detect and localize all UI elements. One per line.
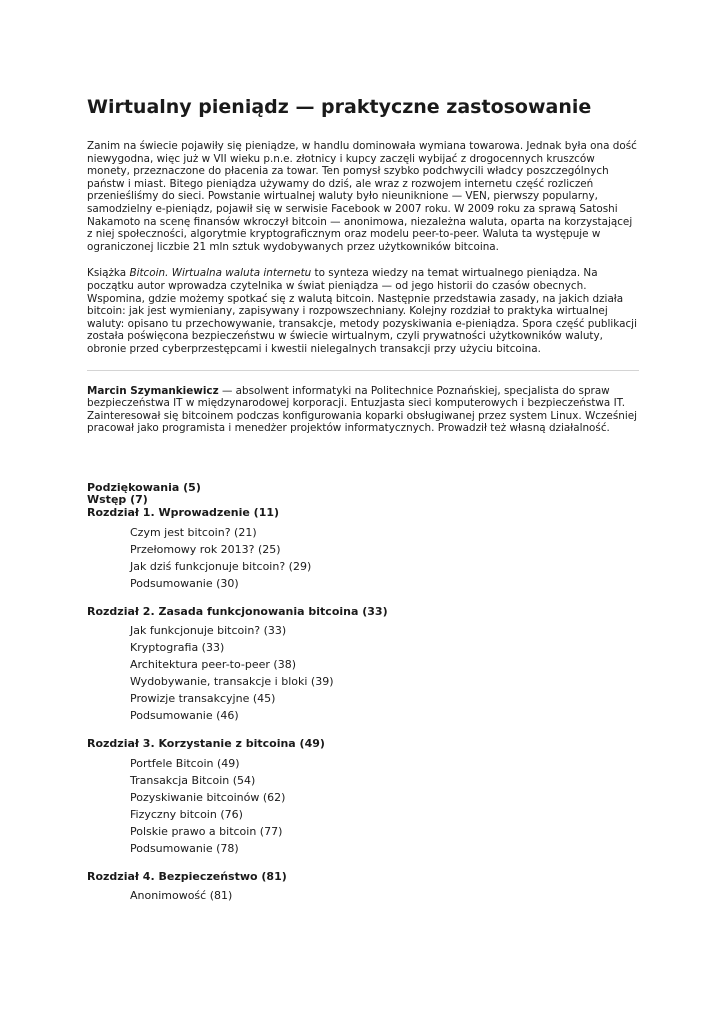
toc-chapter-title: Rozdział 2. Zasada funkcjonowania bitcoina (33) bbox=[87, 604, 388, 618]
toc-section-item: Podsumowanie (78) bbox=[130, 841, 239, 855]
toc-section-item: Przełomowy rok 2013? (25) bbox=[130, 542, 281, 556]
author-bio bbox=[87, 385, 639, 435]
document-page bbox=[87, 96, 639, 918]
toc-chapter bbox=[87, 871, 639, 905]
toc-front-item: Podziękowania (5) bbox=[87, 480, 201, 494]
toc-section-item: Podsumowanie (46) bbox=[130, 709, 239, 723]
toc-section-list bbox=[87, 887, 639, 904]
toc-section-item: Transakcja Bitcoin (54) bbox=[130, 773, 256, 787]
toc-section-item: Kryptografia (33) bbox=[130, 641, 225, 655]
table-of-contents bbox=[87, 482, 639, 905]
toc-section-list bbox=[87, 524, 639, 592]
description-text: to synteza wiedzy na temat wirtualnego pieniądza. Na początku autor wprowadza czytelnika w świat pieniądza — od jego historii do czasów obecnych. Wspomina, gdzie możemy spotkać się z walutą bitcoin. Następnie przedstawia zasady, na jakich działa bitcoin: jak jest wymieniany, zapisywany i rozpowszechniany. Kolejny rozdział to praktyka wirtualnej waluty: opisano tu przechowywanie, transakcje, metody pozyskiwania e-pieniądza. Spora część publikacji została poświęcona bezpieczeństwu w świecie wirtualnym, czyli prywatności użytkowników waluty, obronie przed cyberprzestępcami i kwestii nielegalnych transakcji przy użyciu bitcoina. bbox=[87, 267, 637, 355]
toc-chapter-title: Rozdział 1. Wprowadzenie (11) bbox=[87, 506, 280, 520]
toc-section-item: Polskie prawo a bitcoin (77) bbox=[130, 824, 283, 838]
toc-chapter bbox=[87, 606, 639, 725]
toc-front-item: Wstęp (7) bbox=[87, 493, 148, 507]
toc-section-item: Portfele Bitcoin (49) bbox=[130, 756, 240, 770]
toc-chapter bbox=[87, 507, 639, 592]
page-title: Wirtualny pieniądz — praktyczne zastosowanie bbox=[87, 96, 592, 118]
toc-chapter-title: Rozdział 3. Korzystanie z bitcoina (49) bbox=[87, 737, 325, 751]
toc-chapter bbox=[87, 738, 639, 857]
toc-section-item: Pozyskiwanie bitcoinów (62) bbox=[130, 790, 286, 804]
toc-section-item: Fizyczny bitcoin (76) bbox=[130, 807, 243, 821]
toc-section-item: Anonimowość (81) bbox=[130, 889, 233, 903]
toc-section-item: Jak dziś funkcjonuje bitcoin? (29) bbox=[130, 559, 312, 573]
book-title-italic: Bitcoin. Wirtualna waluta internetu bbox=[129, 267, 312, 280]
toc-chapter-title: Rozdział 4. Bezpieczeństwo (81) bbox=[87, 869, 287, 883]
section-divider bbox=[87, 370, 639, 371]
toc-section-item: Podsumowanie (30) bbox=[130, 576, 239, 590]
description-prefix: Książka bbox=[87, 267, 130, 280]
author-bio-text: — absolwent informatyki na Politechnice Poznańskiej, specjalista do spraw bezpieczeństwa IT w międzynarodowej korporacji. Entuzjasta sieci komputerowych i bezpieczeństwa IT. Zainteresował się bitcoinem podczas konfigurowania koparki obsługiwanej przez system Linux. Wcześniej pracował jako programista i menedżer projektów informatycznych. Prowadził też własną działalność. bbox=[87, 384, 637, 435]
toc-section-item: Prowizje transakcyjne (45) bbox=[130, 692, 276, 706]
toc-section-list bbox=[87, 622, 639, 724]
author-name: Marcin Szymankiewicz bbox=[87, 384, 219, 397]
toc-section-item: Architektura peer-to-peer (38) bbox=[130, 658, 297, 672]
book-description-paragraph bbox=[87, 267, 639, 355]
toc-section-item: Czym jest bitcoin? (21) bbox=[130, 525, 257, 539]
toc-section-item: Wydobywanie, transakcje i bloki (39) bbox=[130, 675, 334, 689]
intro-paragraph: Zanim na świecie pojawiły się pieniądze, w handlu dominowała wymiana towarowa. Jednak była ona dość niewygodna, więc już w VII wieku p.n.e. złotnicy i kupcy zaczęli wybijać z drogocennych kruszców monety, przeznaczone do płacenia za towar. Ten pomysł szybko podchwycili władcy poszczególnych państw i miast. Bitego pieniądza używamy do dziś, ale wraz z rozwojem internetu część rozliczeń przenieśliśmy do sieci. Powstanie wirtualnej waluty było nieuniknione — VEN, pierwszy popularny, samodzielny e-pieniądz, pojawił się w serwisie Facebook w 2007 roku. W 2009 roku za sprawą Satoshi Nakamoto na scenę finansów wkroczył bitcoin — anonimowa, niezależna waluta, oparta na korzystającej z niej społeczności, algorytmie kryptograficznym oraz modelu peer-to-peer. Waluta ta występuje w ograniczonej liczbie 21 mln sztuk wydobywanych przez użytkowników bitcoina. bbox=[87, 140, 637, 253]
toc-section-item: Jak funkcjonuje bitcoin? (33) bbox=[130, 624, 287, 638]
toc-section-list bbox=[87, 755, 639, 857]
